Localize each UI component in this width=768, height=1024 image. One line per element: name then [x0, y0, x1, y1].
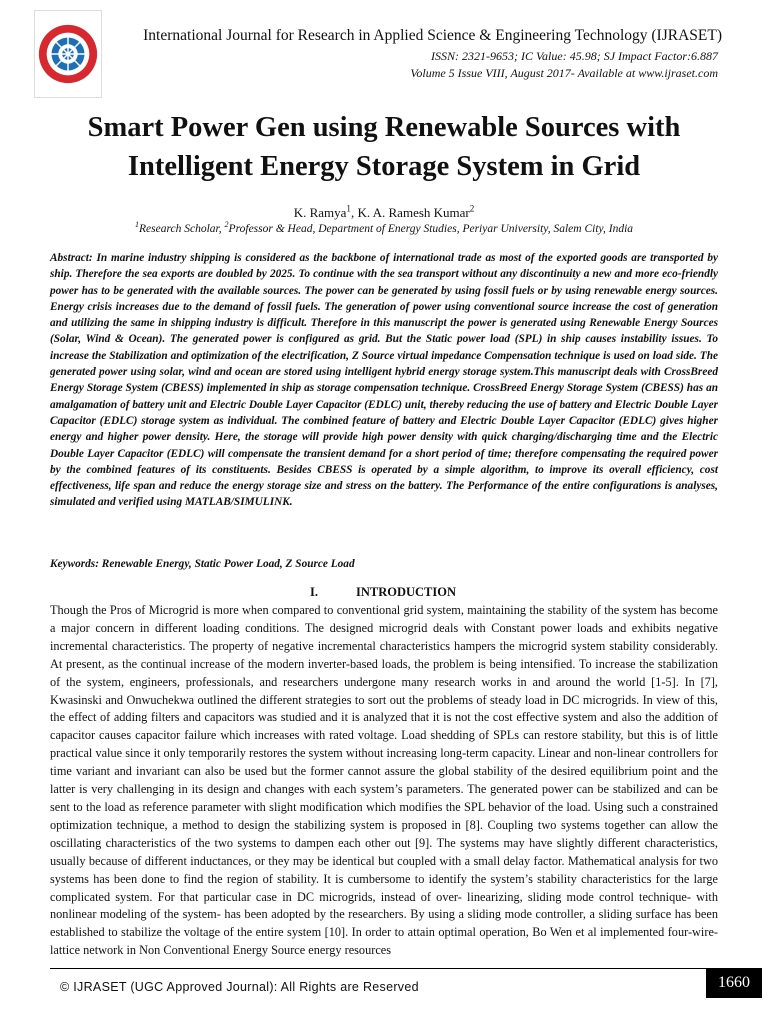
author-1-sup: 1	[346, 203, 351, 214]
body-paragraph: Though the Pros of Microgrid is more when compared to conventional grid system, maintaining the stability of the system has become a major concern in different loading conditions. The designed microgrid deals with Constant power loads and exhibits negative incremental characteristics. The property of negative incremental characteristics hampers the microgrid system stability considerably. At present, as the continual increase of the modern inverter-based loads, the problem is being intensified. To increase the stabilization of the system, engineers, professionals, and researchers undergone many research works in and around the world [1-5]. In [7], Kwasinski and Onwuchekwa outlined the different strategies to sort out the problems of steady load in DC microgrids. In view of this, the effect of adding filters and capacitors was studied and it is analyzed that it is not the cost effective system and also the addition of capacitor causes capacitor failure which increases with rated voltage. Load shedding of SPLs can restore stability, but this is of little practical value since it only temporarily restores the system without increasing long-term capacity. Linear and non-linear controllers for time variant and invariant can also be used but the former cannot assure the global stability of the desired equilibrium point and the latter is very challenging in its design and changes with each system’s parameters. The generated power can be stabilized and can be sent to the load as reference parameter with slight modification which modifies the SPL behavior of the load. Using such a constrained optimization technique, a method to design the stabilizing system is proposed in [8]. Coupling two systems together can allow the oscillating characteristics of the two systems to dampen each other out [9]. The systems may have slightly different characteristics, usually because of different inductances, or they may be identical but coupled with a small delay factor. Mathematical analysis for two systems has been done to find the region of stability. It is cumbersome to identify the system’s stability characteristics for the large complicated system. For that particular case in DC microgrids, instead of over- linearizing, sliding mode control technique- with nonlinear modeling of the system- has been adopted by the researchers. By using a sliding mode controller, a sliding surface has been established to stabilize the voltage of the entire system [10]. In order to attain optimal operation, Bo Wen et al implemented four-wire-lattice network in Non Conventional Energy Source energy resources	[50, 603, 718, 958]
affil-sup-2: 2	[224, 220, 229, 230]
journal-logo	[34, 10, 102, 98]
affiliation	[0, 220, 768, 235]
author-2: K. A. Ramesh Kumar	[357, 205, 470, 220]
keywords-label: Keywords	[50, 558, 96, 570]
abstract	[50, 250, 718, 511]
affil-text-2: Professor & Head, Department of Energy Studies, Periyar University, Salem City, India	[228, 223, 634, 235]
journal-issn: ISSN: 2321-9653; IC Value: 45.98; SJ Impact Factor:6.887	[431, 49, 718, 63]
page-number: 1660	[706, 968, 762, 998]
ijraset-seal-icon	[35, 11, 101, 97]
author-1: K. Ramya	[293, 205, 347, 220]
affil-text-1: Research Scholar,	[139, 223, 225, 235]
keywords	[50, 558, 718, 570]
authors	[0, 205, 768, 221]
author-separator: ,	[350, 205, 358, 220]
author-2-sup: 2	[469, 203, 475, 214]
abstract-text: : In marine industry shipping is considered as the backbone of international trade as most of the exported goods are transported by ship. Therefore the sea exports are doubled by 2025. To continue with the sea transport without any discontinuity a new and more eco-friendly power has to be generated with the available sources. The power can be generated by using fossil fuels or by using renewable energy sources. Energy crisis increases due to the demand of fossil fuels. The generation of power using conventional source increase the cost of generation and utilizing the same in shipping industry is difficult. Therefore in this manuscript the power is generated using Renewable Energy Sources (Solar, Wind & Ocean). The generated power is configured as grid. But the Static power load (SPL) in ship causes instability issues. To increase the Stabilization and optimization of the electrification, Z Source virtual impedance Compensation technique is used on load side. The generated power using solar, wind and ocean are stored using intelligent hybrid energy storage system.This manuscript deals with CrossBreed Energy Storage System (CBESS) implemented in ship as storage compensation technique. CrossBreed Energy Storage System (CBESS) has an amalgamation of battery unit and Electric Double Layer Capacitor (EDLC) unit, thereby reducing the use of battery and Electric Double Layer Capacitor (EDLC) storage system as individual. The combined feature of battery and Electric Double Layer Capacitor (EDLC) gives higher energy and higher power density. Here, the storage will provide high power density with quick charging/discharging time and the Electric Double Layer Capacitor (EDLC) will compensate the transient demand for a short period of time; therefore compensating the required power by the combined features of its constituents. Besides CBESS is operated by a simple algorithm, to improve its overall efficiency, cost effectiveness, life span and reduce the energy storage size and stress on the battery. The Performance of the entire configurations is analyses, simulated and verified using MATLAB/SIMULINK.	[50, 252, 718, 509]
section-heading	[310, 585, 456, 600]
keywords-text: : Renewable Energy, Static Power Load, Z Source Load	[95, 558, 355, 570]
affil-sup-1: 1	[134, 220, 140, 230]
abstract-label: Abstract	[50, 252, 89, 264]
paper-title-line1: Smart Power Gen using Renewable Sources with	[87, 112, 681, 143]
section-title: INTRODUCTION	[356, 585, 457, 599]
paper-title	[20, 108, 748, 186]
journal-volume: Volume 5 Issue VIII, August 2017- Available at www.ijraset.com	[410, 66, 718, 80]
section-number: I.	[310, 585, 318, 599]
journal-name: International Journal for Research in Applied Science & Engineering Technology (IJRASET)	[143, 27, 722, 44]
footer-copyright: © IJRASET (UGC Approved Journal): All Rights are Reserved	[60, 980, 419, 994]
paper-title-line2: Intelligent Energy Storage System in Grid	[127, 151, 641, 182]
footer-rule	[50, 968, 718, 969]
